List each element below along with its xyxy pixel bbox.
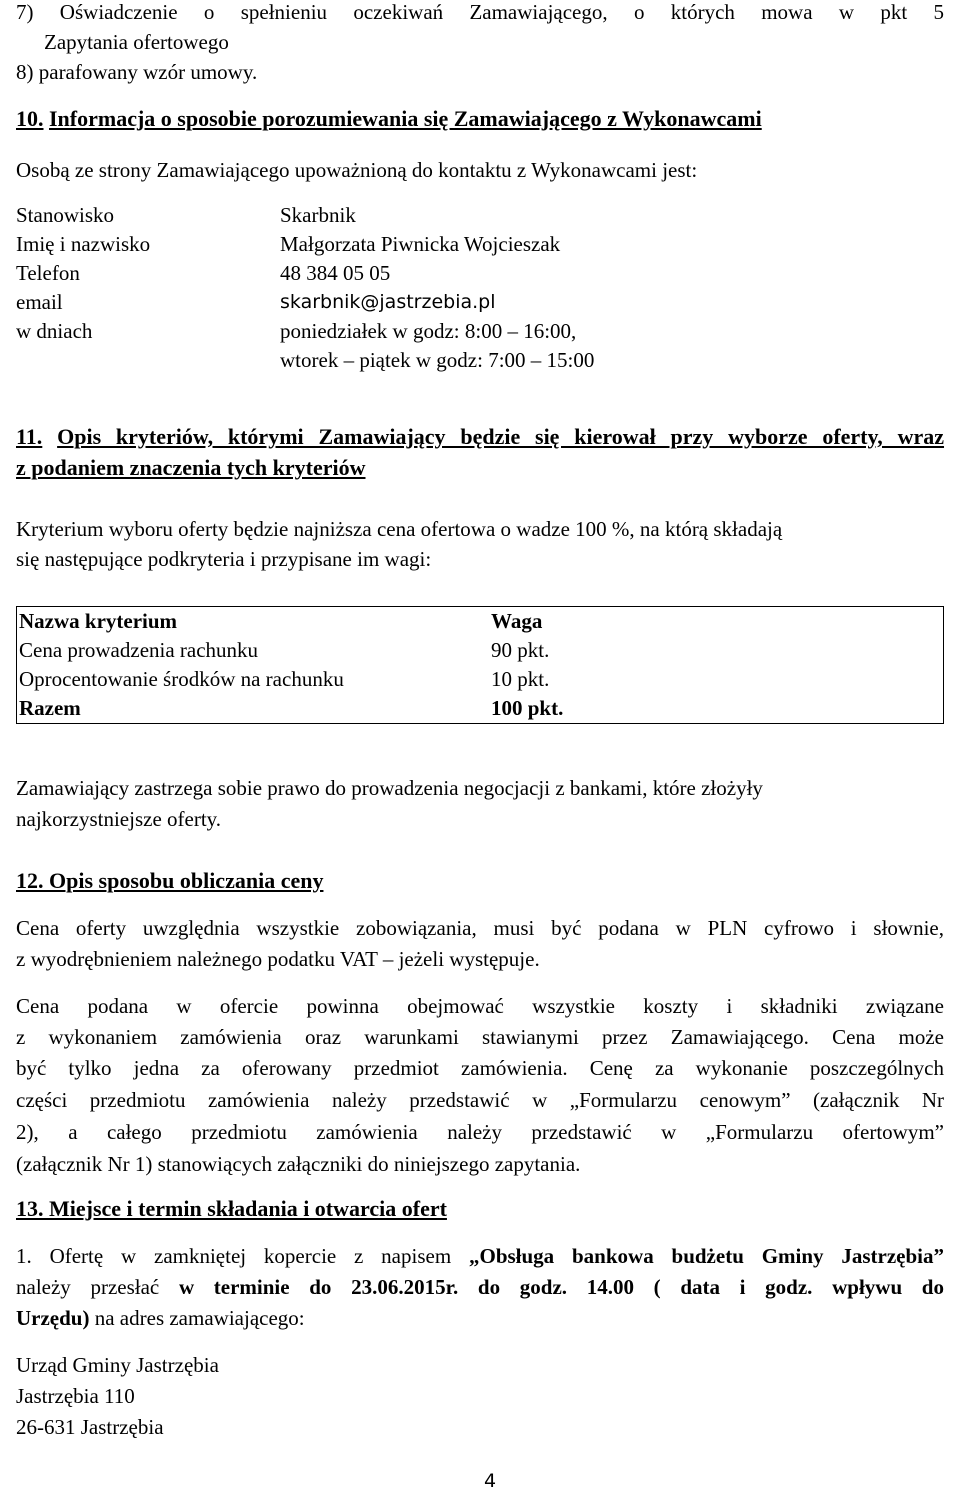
table-total-row — [17, 694, 944, 724]
submission-line2 — [16, 1272, 944, 1302]
price-paragraph-2-line: 2), a całego przedmiotu zamówienia należy przedstawić w „Formularzu ofertowym” — [16, 1120, 944, 1144]
deadline-text: w terminie do 23.06.2015r. do godz. 14.00 ( data i godz. wpływu do — [178, 1275, 944, 1299]
submission-line3 — [16, 1303, 305, 1333]
contact-label-phone: Telefon — [16, 261, 80, 285]
price-paragraph-2-line: być tylko jedna za oferowany przedmiot zamówienia. Cenę za wykonanie poszczególnych — [16, 1056, 944, 1080]
section-12-heading — [16, 866, 323, 896]
section-11-title-line2: z podaniem znaczenia tych kryteriów — [16, 455, 366, 480]
submission-text: na adres zamawiającego: — [89, 1306, 305, 1330]
table-cell: Oprocentowanie środków na rachunku — [19, 667, 344, 691]
criteria-paragraph-line2: się następujące podkryteria i przypisane im wagi: — [16, 547, 432, 571]
contact-value-phone: 48 384 05 05 — [280, 261, 391, 285]
section-11-heading — [16, 422, 944, 452]
section-title: Opis sposobu obliczania ceny — [49, 868, 324, 893]
address-line: 26-631 Jastrzębia — [16, 1415, 164, 1439]
table-header-cell: Waga — [491, 609, 543, 633]
section-title: Miejsce i termin składania i otwarcia ofert — [49, 1196, 447, 1221]
contact-value-position: Skarbnik — [280, 203, 356, 227]
negotiation-note-line1: Zamawiający zastrzega sobie prawo do prowadzenia negocjacji z bankami, które złożyły — [16, 776, 763, 800]
table-cell: Cena prowadzenia rachunku — [19, 638, 259, 662]
section-number: 10. — [16, 106, 44, 131]
contact-value-name: Małgorzata Piwnicka Wojcieszak — [280, 232, 561, 256]
table-cell: Razem — [19, 696, 81, 720]
criteria-table — [16, 606, 944, 724]
contact-label-email: email — [16, 290, 63, 314]
section-title: Informacja o sposobie porozumiewania się Zamawiającego z Wykonawcami — [49, 106, 762, 131]
section-number: 12. — [16, 868, 44, 893]
envelope-label: „Obsługa bankowa budżetu Gminy Jastrzębia” — [468, 1244, 944, 1268]
section-title-line1: Opis kryteriów, którymi Zamawiający będzie się kierował przy wyborze oferty, wraz — [57, 424, 945, 449]
table-cell: 10 pkt. — [491, 667, 550, 691]
negotiation-note-line2: najkorzystniejsze oferty. — [16, 807, 222, 831]
price-paragraph-1-line1: Cena oferty uwzględnia wszystkie zobowiązania, musi być podana w PLN cyfrowo i słownie, — [16, 916, 944, 940]
contact-value-hours-2: wtorek – piątek w godz: 7:00 – 15:00 — [280, 348, 595, 372]
price-paragraph-1-line2: z wyodrębnieniem należnego podatku VAT – jeżeli występuje. — [16, 947, 540, 971]
table-cell: 90 pkt. — [491, 638, 550, 662]
address-line: Jastrzębia 110 — [16, 1384, 135, 1408]
table-header-cell: Nazwa kryterium — [19, 609, 178, 633]
table-row — [17, 636, 944, 665]
submission-line1 — [16, 1241, 944, 1271]
page-number: 4 — [483, 1470, 497, 1492]
list-item-7-cont: Zapytania ofertowego — [44, 30, 229, 54]
contact-label-days: w dniach — [16, 319, 93, 343]
deadline-text-end: Urzędu) — [16, 1306, 90, 1330]
price-paragraph-2-line: z wykonaniem zamówienia oraz warunkami stawianymi przez Zamawiającego. Cena może — [16, 1025, 944, 1049]
price-paragraph-2-line: części przedmiotu zamówienia należy przedstawić w „Formularzu cenowym” (załącznik Nr — [16, 1088, 944, 1112]
section-number: 11. — [16, 424, 43, 449]
table-cell: 100 pkt. — [491, 696, 564, 720]
contact-label-position: Stanowisko — [16, 203, 115, 227]
table-header-row — [17, 607, 944, 637]
price-paragraph-2-line: Cena podana w ofercie powinna obejmować wszystkie koszty i składniki związane — [16, 994, 944, 1018]
criteria-paragraph-line1: Kryterium wyboru oferty będzie najniższa cena ofertowa o wadze 100 %, na którą składają — [16, 517, 783, 541]
table-row — [17, 665, 944, 694]
contact-email-link[interactable]: skarbnik@jastrzebia.pl — [280, 291, 496, 313]
section-13-heading — [16, 1194, 447, 1224]
contact-label-name: Imię i nazwisko — [16, 232, 151, 256]
section-10-intro: Osobą ze strony Zamawiającego upoważnioną do kontaktu z Wykonawcami jest: — [16, 158, 698, 182]
price-paragraph-2-line: (załącznik Nr 1) stanowiących załączniki do niniejszego zapytania. — [16, 1152, 581, 1176]
contact-value-hours-1: poniedziałek w godz: 8:00 – 16:00, — [280, 319, 577, 343]
section-number: 13. — [16, 1196, 44, 1221]
list-item-8: 8) parafowany wzór umowy. — [16, 60, 258, 84]
submission-text: 1. Ofertę w zamkniętej kopercie z napisem — [16, 1244, 469, 1268]
submission-text: należy przesłać — [16, 1275, 179, 1299]
section-10-heading — [16, 104, 762, 134]
list-item-7: 7) Oświadczenie o spełnieniu oczekiwań Zamawiającego, o których mowa w pkt 5 — [16, 0, 944, 24]
address-line: Urząd Gminy Jastrzębia — [16, 1353, 219, 1377]
